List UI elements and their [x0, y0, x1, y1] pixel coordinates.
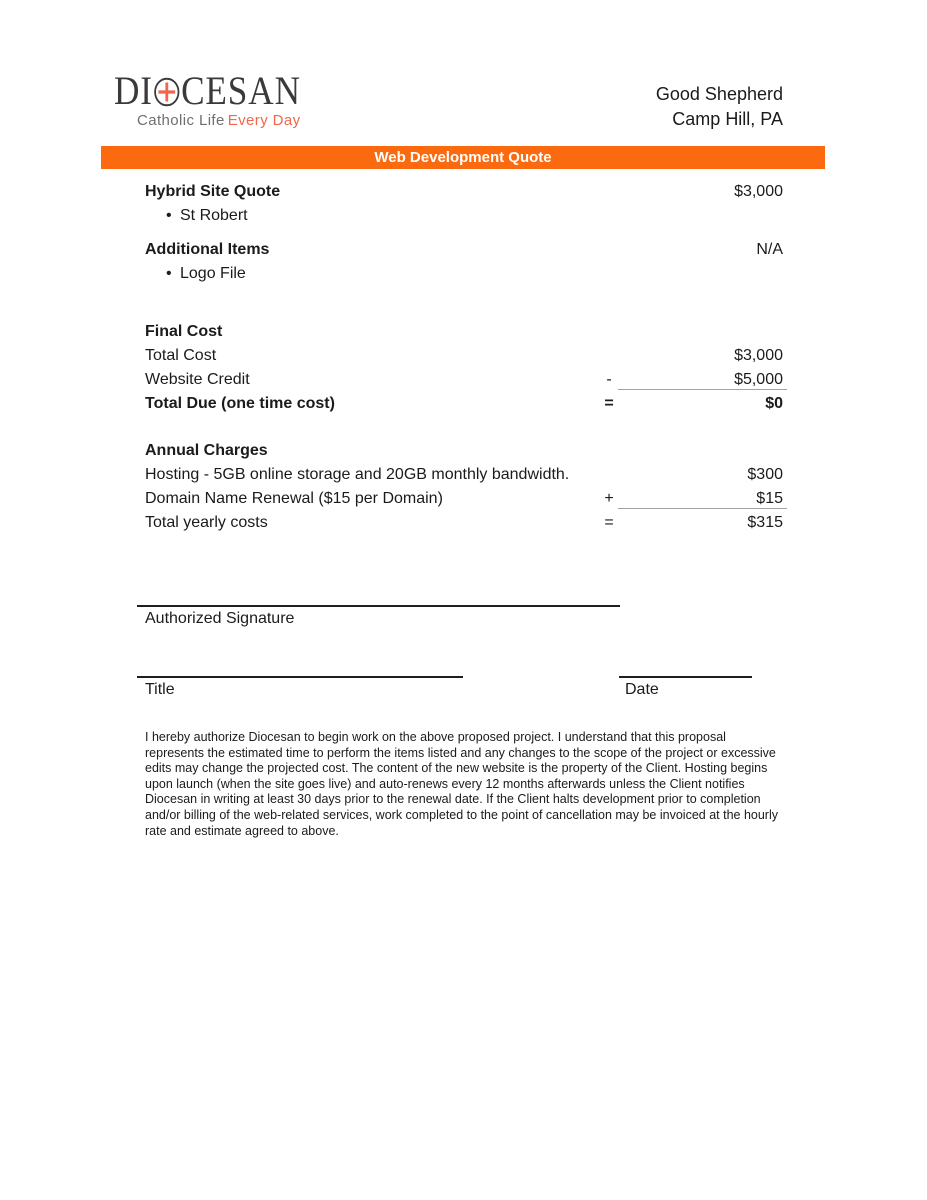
row-amount: $315: [747, 514, 783, 531]
quote-banner: [101, 146, 825, 169]
bullet-item: [145, 262, 783, 286]
bullet-item: [145, 204, 783, 228]
logo-wordmark: [114, 68, 301, 113]
title-label: Title: [145, 681, 175, 698]
date-line: [619, 676, 752, 678]
row-operator: +: [604, 490, 614, 507]
row-operator: [600, 344, 618, 368]
quote-body: [145, 180, 783, 839]
cost-row: [145, 487, 783, 511]
row-label: Total Due (one time cost): [145, 395, 335, 412]
tagline-gray: Catholic Life: [137, 112, 225, 129]
row-amount: $0: [765, 395, 783, 412]
item-label: Hybrid Site Quote: [145, 183, 281, 200]
bullet-text: Logo File: [180, 265, 246, 282]
row-amount: $15: [618, 487, 783, 511]
title-line: [137, 676, 463, 678]
signature-section: [145, 605, 783, 706]
bullet-icon: •: [166, 207, 172, 224]
row-operator: [600, 180, 618, 204]
cost-row-total: [145, 392, 783, 416]
cost-row-total: [145, 511, 783, 535]
row-operator: =: [604, 514, 614, 531]
annual-charges-section: [145, 439, 783, 535]
circle-cross-icon: [154, 77, 180, 107]
client-info: [656, 82, 783, 132]
client-location: Camp Hill, PA: [672, 109, 783, 129]
cost-row: [145, 344, 783, 368]
wordmark-suffix: CESAN: [181, 68, 301, 113]
item-amount: $3,000: [734, 183, 783, 200]
authorized-signature-line: [137, 605, 620, 607]
row-label: Total Cost: [145, 347, 217, 364]
quote-item-row: [145, 238, 783, 262]
final-cost-section: [145, 320, 783, 416]
terms-paragraph: I hereby authorize Diocesan to begin work on the above proposed project. I understand that this proposal represents the estimated time to perform the items listed and any changes to the scope of the project or excessive edits may change the projected cost. The content of the new website is the property of the Client. Hosting begins upon launch (when the site goes live) and auto-renews every 12 months afterwards unless the Client notifies Diocesan in writing at least 30 days prior to the renewal date. If the Client halts development prior to completion and/or billing of the web-related services, work completed to the point of cancellation may be invoiced at the hourly rate and estimate agreed to above.: [145, 730, 778, 838]
row-amount: $3,000: [734, 347, 783, 364]
client-name: Good Shepherd: [655, 84, 783, 104]
title-date-row: [145, 676, 783, 706]
row-operator: -: [606, 371, 612, 388]
diocesan-logo: [114, 68, 326, 129]
date-label: Date: [625, 681, 659, 698]
bullet-icon: •: [166, 265, 172, 282]
row-operator: [600, 463, 618, 487]
authorized-signature-label: Authorized Signature: [145, 610, 295, 627]
row-label: Hosting - 5GB online storage and 20GB monthly bandwidth.: [145, 466, 570, 483]
row-label: Domain Name Renewal ($15 per Domain): [145, 490, 443, 507]
cost-row: [145, 368, 783, 392]
wordmark-prefix: DI: [114, 68, 153, 113]
banner-title: Web Development Quote: [374, 149, 552, 166]
row-label: Website Credit: [145, 371, 250, 388]
tagline-orange: Every Day: [227, 112, 301, 129]
cost-row: [145, 463, 783, 487]
row-amount: $5,000: [618, 368, 783, 392]
bullet-text: St Robert: [180, 207, 248, 224]
section-heading: Annual Charges: [145, 442, 268, 459]
item-amount: N/A: [756, 241, 783, 258]
row-amount: $300: [747, 466, 783, 483]
item-label: Additional Items: [145, 241, 270, 258]
section-heading: Final Cost: [145, 323, 223, 340]
logo-tagline: [114, 112, 326, 129]
quote-item-row: [145, 180, 783, 204]
row-label: Total yearly costs: [145, 514, 268, 531]
row-operator: [600, 238, 618, 262]
row-operator: =: [604, 395, 614, 412]
